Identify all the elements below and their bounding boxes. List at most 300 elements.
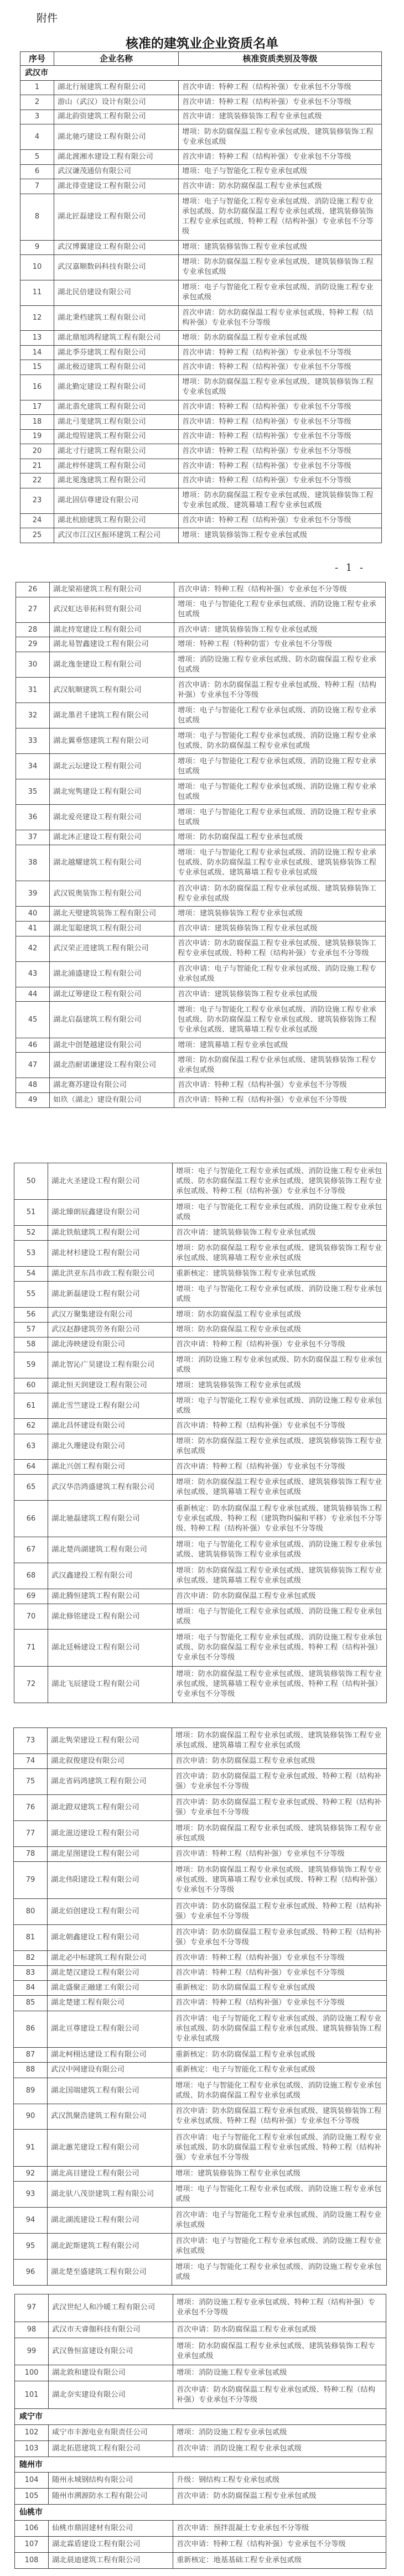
company-name: 湖北徘壹建设工程有限公司 [54, 179, 179, 194]
row-number: 14 [20, 345, 54, 360]
qualification: 首次申请：建筑装修装饰工程专业承包贰级 [174, 987, 386, 1002]
company-name: 湖北渡湘水建设工程有限公司 [54, 149, 179, 164]
row-number: 59 [14, 1352, 48, 1378]
qualification-table [14, 2294, 386, 2569]
company-name: 湖北腾恒建筑工程有限公司 [48, 1589, 173, 1604]
qualification: 增项：防水防腐保温工程专业承包贰级、建筑装修装饰工程专业承包贰级、建筑幕墙工程专业承包贰级、特种工程（结构补强）专业承包不分等级 [173, 1666, 387, 1703]
qualification: 增项：防水防腐保温工程专业承包贰级、建筑装修装饰工程专业承包贰级 [179, 124, 382, 150]
qualification: 增项：消防设施工程专业承包贰级、防水防腐保温工程专业承包贰级 [173, 1352, 387, 1378]
table-row [14, 1795, 387, 1821]
table-row [14, 1434, 387, 1460]
row-number: 37 [16, 830, 50, 845]
qualification: 首次申请：防水防腐保温工程专业承包贰级、特种工程（结构补强）专业承包不分等级 [172, 1924, 387, 1950]
row-number: 65 [14, 1475, 48, 1501]
table-row [14, 2048, 387, 2063]
company-name: 湖北梁裕建筑工程有限公司 [50, 582, 174, 597]
table-row [16, 907, 386, 922]
table-row [15, 2381, 386, 2409]
company-name: 武汉锐奥装饰工程有限公司 [50, 881, 174, 907]
table-row [16, 1053, 386, 1078]
company-name: 湖北云坛建设工程有限公司 [50, 754, 174, 779]
row-number: 16 [20, 374, 54, 400]
table-row [14, 1965, 387, 1980]
company-name: 武汉赵静建筑劳务有限公司 [48, 1322, 173, 1337]
company-name: 湖北涛映建设有限公司 [48, 1337, 173, 1352]
row-number: 24 [20, 513, 54, 528]
row-number: 23 [20, 488, 54, 513]
qualification: 增项：防水防腐保温工程专业承包贰级、建筑装修装饰工程专业承包贰级、建筑幕墙工程专业承包贰级 [173, 1563, 387, 1589]
qualification: 升级：钢结构工程专业承包贰级 [173, 2473, 386, 2489]
row-number: 40 [16, 907, 50, 922]
row-number: 7 [20, 179, 54, 194]
company-name: 湖北铁航建筑工程有限公司 [48, 1225, 173, 1240]
company-name: 湖北兴创工程有限公司 [48, 1460, 173, 1475]
qualification: 首次申请：特种工程（结构补强）专业承包不分等级 [179, 429, 382, 444]
company-name: 湖北翼垂悠建筑工程有限公司 [50, 728, 174, 754]
company-name: 湖北驰巧建设工程有限公司 [54, 124, 179, 150]
table-row [16, 961, 386, 987]
company-name: 湖北敦和建设有限公司 [49, 2365, 173, 2381]
table-row [20, 360, 382, 375]
company-name: 湖北民倍建设有限公司 [54, 280, 179, 305]
row-number: 20 [20, 444, 54, 459]
row-number: 3 [20, 110, 54, 124]
table-row [20, 473, 382, 488]
row-number: 11 [20, 280, 54, 305]
company-name: 湖北湖流建设工程有限公司 [48, 2208, 172, 2234]
table-row [20, 110, 382, 124]
table-row [14, 2063, 387, 2078]
company-name: 湖北冕逸建筑工程有限公司 [54, 473, 179, 488]
row-number: 102 [15, 2424, 49, 2440]
qualification: 首次申请：预拌混凝土专业承包不分等级 [173, 2521, 386, 2537]
qualification: 增项：防水防腐保温工程专业承包贰级 [179, 331, 382, 346]
row-number: 107 [15, 2537, 49, 2553]
company-name: 湖北雪竺建设工程有限公司 [48, 1393, 173, 1419]
table-row [14, 1419, 387, 1434]
section-city-label: 随州市 [15, 2457, 386, 2473]
qualification: 首次申请：特种工程（结构补强）专业承包不分等级 [179, 444, 382, 459]
company-name: 湖北柯栩达建设工程有限公司 [48, 2048, 172, 2063]
company-name: 湖北昌怀建设有限公司 [48, 1419, 173, 1434]
company-name: 湖北固信尊建设有限公司 [54, 488, 179, 513]
company-name: 武汉凯聚浩建筑工程有限公司 [48, 2104, 172, 2130]
row-number: 72 [14, 1666, 48, 1703]
company-name: 湖北启磊建筑工程有限公司 [50, 1002, 174, 1038]
table-page-5 [14, 2294, 386, 2569]
company-name: 湖北玺聪建筑工程有限公司 [50, 921, 174, 936]
row-number: 5 [20, 149, 54, 164]
company-name: 湖北高目建设工程有限公司 [48, 2166, 172, 2181]
company-name: 湖北奈实建设有限公司 [49, 2381, 173, 2409]
company-name: 湖北鼎旭鸿程建筑工程有限公司 [54, 331, 179, 346]
table-row [20, 513, 382, 528]
qualification: 增项：电子与智能化工程专业承包贰级、消防设施工程专业承包贰级 [172, 2182, 387, 2208]
table-row [16, 622, 386, 637]
table-page-4 [13, 1727, 387, 2286]
table-row [20, 400, 382, 415]
row-number: 49 [16, 1093, 50, 1108]
table-row [20, 488, 382, 513]
qualification: 首次申请：特种工程（结构补强）专业承包不分等级 [179, 80, 382, 95]
row-number: 94 [14, 2208, 48, 2234]
row-number: 10 [20, 255, 54, 280]
row-number: 22 [20, 473, 54, 488]
table-row [16, 678, 386, 703]
qualification: 首次申请：防水防腐保温工程专业承包贰级、特种工程（结构补强）专业承包不分等级 [172, 1898, 387, 1924]
qualification: 增项：电子与智能化工程专业承包贰级、消防设施工程专业承包贰级 [174, 703, 386, 728]
qualification: 增项：电子与智能化工程专业承包贰级、消防设施工程专业承包贰级、防水防腐保温工程专业承包贰级 [172, 2078, 387, 2104]
qualification: 重新核定：建筑装修装饰工程专业承包贰级 [173, 1266, 387, 1281]
qualification: 增项：电子与智能化工程专业承包贰级、消防设施工程专业承包贰级、建筑装修装饰工程专业承包贰级 [173, 1537, 387, 1563]
table-row [14, 2234, 387, 2260]
company-name: 武汉华浩鸿盛建筑工程有限公司 [48, 1475, 173, 1501]
table-row [14, 2208, 387, 2234]
qualification: 增项：电子与智能化工程专业承包贰级、消防设施工程专业承包贰级 [173, 1281, 387, 1307]
row-number: 57 [14, 1322, 48, 1337]
company-name: 湖北辽筹建设工程有限公司 [50, 987, 174, 1002]
qualification: 增项：消防设施工程专业承包贰级 [173, 2424, 386, 2440]
row-number: 42 [16, 936, 50, 961]
table-row [14, 1378, 387, 1393]
table-row [20, 194, 382, 240]
qualification: 增项：防水防腐保温工程专业承包贰级、建筑装修装饰工程专业承包贰级、建筑幕墙工程专业承包贰级 [173, 1241, 387, 1267]
company-name: 武汉世纪人和冷暖工程有限公司 [49, 2294, 173, 2322]
row-number: 82 [14, 1950, 48, 1965]
row-number: 70 [14, 1604, 48, 1630]
row-number: 66 [14, 1501, 48, 1537]
row-number: 96 [14, 2259, 48, 2285]
table-row [16, 652, 386, 678]
qualification: 增项：防水防腐保温工程专业承包贰级、建筑装修装饰工程专业承包贰级、建筑幕墙工程专业承包贰级 [173, 1475, 387, 1501]
qualification: 增项：防水防腐保温工程专业承包贰级、建筑装修装饰工程专业承包贰级、建筑幕墙工程专业承包贰级 [172, 1728, 387, 1754]
row-number: 52 [14, 1225, 48, 1240]
qualification: 首次申请：特种工程（结构补强）专业承包不分等级 [174, 1093, 386, 1108]
qualification: 增项：电子与智能化工程专业承包贰级、消防设施工程专业承包贰级、防水防腐保温工程专业承包贰级、特种工程（结构补强）专业承包不分等级 [173, 1630, 387, 1666]
table-row [20, 305, 382, 331]
company-name: 湖北必中标建筑工程有限公司 [48, 1950, 172, 1965]
company-name: 湖北拓恩建筑工程有限公司 [49, 2440, 173, 2457]
qualification: 增项：电子与智能化工程专业承包贰级、消防设施工程专业承包贰级、防水防腐保温工程专业承包贰级、建筑装修装饰工程专业承包贰级、特种工程（结构补强）专业承包不分等级 [173, 1163, 387, 1200]
company-name: 武汉博翼建设工程有限公司 [54, 240, 179, 255]
company-name: 湖北晨迪建筑工程有限公司 [49, 2552, 173, 2568]
row-number: 15 [20, 360, 54, 375]
section-city-label: 仙桃市 [15, 2505, 386, 2521]
row-number: 36 [16, 805, 50, 830]
row-number: 17 [20, 400, 54, 415]
company-name: 湖北廷畅建设工程有限公司 [48, 1630, 173, 1666]
company-name: 湖北隽荣建设工程有限公司 [48, 1728, 172, 1754]
row-number: 38 [16, 845, 50, 881]
table-row [14, 1266, 387, 1281]
qualification: 首次申请：特种工程（结构补强）专业承包不分等级 [179, 400, 382, 415]
row-number: 81 [14, 1924, 48, 1950]
table-row [14, 2078, 387, 2104]
row-number: 97 [15, 2294, 49, 2322]
row-number: 51 [14, 1200, 48, 1226]
qualification: 增项：防水防腐保温工程专业承包贰级、建筑装修装饰工程专业承包贰级 [173, 2338, 386, 2365]
row-number: 18 [20, 415, 54, 430]
qualification: 首次申请：防水防腐保温工程专业承包贰级 [179, 179, 382, 194]
qualification: 增项：建筑装修装饰工程专业承包贰级 [174, 907, 386, 922]
qualification: 重新核定：防水防腐保温工程专业承包贰级 [172, 1981, 387, 1996]
qualification: 首次申请：防水防腐保温工程专业承包贰级 [173, 1589, 387, 1604]
company-name: 武汉航顺建筑工程有限公司 [50, 678, 174, 703]
table-row [20, 429, 382, 444]
qualification: 首次申请：特种工程（结构补强）专业承包不分等级 [179, 513, 382, 528]
section-row [15, 2408, 386, 2424]
company-name: 湖北越耀建筑工程有限公司 [50, 845, 174, 881]
company-name: 湖北久珊建设有限公司 [48, 1434, 173, 1460]
table-row [20, 124, 382, 150]
table-row [16, 728, 386, 754]
row-number: 90 [14, 2104, 48, 2130]
qualification: 增项：电子与智能化工程专业承包贰级、消防设施工程专业承包贰级 [174, 597, 386, 622]
row-number: 54 [14, 1266, 48, 1281]
header-company-name: 企业名称 [54, 52, 179, 66]
table-row [14, 1537, 387, 1563]
row-number: 2 [20, 95, 54, 110]
row-number: 34 [16, 754, 50, 779]
company-name: 湖北伟阳建设工程有限公司 [48, 1862, 172, 1899]
header-qualification: 核准资质类别及等级 [179, 52, 382, 66]
qualification: 首次申请：特种工程（结构补强）专业承包不分等级 [173, 2537, 386, 2553]
qualification: 首次申请：特种工程（结构补强）专业承包不分等级 [174, 1078, 386, 1093]
qualification: 首次申请：防水防腐保温工程专业承包贰级、建筑装修装饰工程专业承包贰级、特种工程（结构补强）专业承包不分等级 [174, 936, 386, 961]
table-row [15, 2473, 386, 2489]
qualification: 增项：防水防腐保温工程专业承包贰级、建筑装修装饰工程专业承包贰级、建筑幕墙工程专业承包贰级 [179, 488, 382, 513]
row-number: 105 [15, 2489, 49, 2505]
table-row [14, 1281, 387, 1307]
table-row [15, 2294, 386, 2322]
table-row [15, 2537, 386, 2553]
table-row [15, 2521, 386, 2537]
row-number: 21 [20, 459, 54, 473]
table-row [20, 149, 382, 164]
qualification: 首次申请：特种工程（结构补强）专业承包不分等级 [172, 1965, 387, 1980]
company-name: 游山（武汉）设计有限公司 [54, 95, 179, 110]
table-row [14, 1753, 387, 1768]
row-number: 43 [16, 961, 50, 987]
company-name: 湖北宛隽建设工程有限公司 [50, 779, 174, 805]
row-number: 76 [14, 1795, 48, 1821]
qualification: 首次申请：防水防腐保温工程专业承包贰级、特种工程（结构补强）专业承包不分等级 [174, 678, 386, 703]
company-name: 湖北滋迈建设工程有限公司 [48, 1820, 172, 1846]
qualification: 首次申请：防水防腐保温工程专业承包贰级 [173, 2489, 386, 2505]
table-row [14, 1862, 387, 1899]
company-name: 湖北驰磊建筑工程有限公司 [48, 1501, 173, 1537]
qualification: 增项：电子与智能化工程专业承包贰级、消防设施工程专业承包贰级 [173, 1604, 387, 1630]
table-row [16, 637, 386, 652]
table-row [15, 2322, 386, 2338]
row-number: 71 [14, 1630, 48, 1666]
qualification: 首次申请：特种工程（结构补强）专业承包不分等级 [172, 1846, 387, 1861]
table-row [16, 936, 386, 961]
company-name: 武汉万聚集建设有限公司 [48, 1307, 173, 1322]
page-number: - 1 - [335, 562, 366, 574]
row-number: 29 [16, 637, 50, 652]
company-name: 湖北翡允建筑工程有限公司 [54, 400, 179, 415]
company-name: 湖北寸行建筑工程有限公司 [54, 444, 179, 459]
row-number: 69 [14, 1589, 48, 1604]
company-name: 咸宁市丰源电业有限责任公司 [49, 2424, 173, 2440]
qualification: 增项：电子与智能化工程专业承包贰级、消防设施工程专业承包贰级、防水防腐保温工程专业承包贰级 [174, 728, 386, 754]
qualification: 首次申请：特种工程（结构补强）专业承包不分等级 [173, 1419, 387, 1434]
company-name: 武汉鲁恒富建设有限公司 [49, 2338, 173, 2365]
row-number: 28 [16, 622, 50, 637]
qualification: 首次申请：建筑装修装饰工程专业承包贰级 [174, 622, 386, 637]
company-name: 湖北省码鸿建筑工程有限公司 [48, 1769, 172, 1795]
row-number: 84 [14, 1981, 48, 1996]
company-name: 湖北亘尊建设工程有限公司 [48, 2011, 172, 2048]
row-number: 8 [20, 194, 54, 240]
table-row [14, 1924, 387, 1950]
row-number: 31 [16, 678, 50, 703]
company-name: 湖北杭励建筑工程有限公司 [54, 513, 179, 528]
page-title: 核准的建筑业企业资质名单 [126, 36, 278, 51]
table-row [16, 597, 386, 622]
row-number: 79 [14, 1862, 48, 1899]
row-number: 44 [16, 987, 50, 1002]
qualification: 增项：防水防腐保温工程专业承包贰级 [173, 1322, 387, 1337]
company-name: 武汉嘉顺数码科技有限公司 [54, 255, 179, 280]
qualification: 首次申请：特种工程（结构补强）专业承包不分等级 [179, 95, 382, 110]
table-row [16, 845, 386, 881]
qualification: 首次申请：防水防腐保温工程专业承包贰级 [173, 2322, 386, 2338]
company-name: 湖北跎斯建筑工程有限公司 [48, 2234, 172, 2260]
qualification: 增项：电子与智能化工程专业承包贰级、消防设施工程专业承包贰级、防水防腐保温工程专业承包贰级、建筑装修装饰工程专业承包贰级、特种工程（结构补强）专业承包不分等级 [179, 194, 382, 240]
row-number: 48 [16, 1078, 50, 1093]
qualification: 增项：防水防腐保温工程专业承包贰级、建筑装修装饰工程专业承包贰级 [174, 1053, 386, 1078]
qualification: 增项：防水防腐保温工程专业承包贰级、建筑装修装饰工程专业承包贰级 [179, 374, 382, 400]
table-row [16, 881, 386, 907]
table-row [14, 2011, 387, 2048]
table-row [15, 2552, 386, 2568]
company-name: 湖北行展建筑工程有限公司 [54, 80, 179, 95]
table-row [15, 2489, 386, 2505]
qualification: 增项：电子与智能化工程专业承包贰级、消防设施工程专业承包贰级 [174, 754, 386, 779]
qualification: 首次申请：特种工程（结构补强）专业承包不分等级 [173, 1460, 387, 1475]
company-name: 湖北浦盛建设工程有限公司 [50, 961, 174, 987]
qualification: 首次申请：特种工程（结构补强）专业承包不分等级 [179, 149, 382, 164]
company-name: 湖北季芬建筑工程有限公司 [54, 345, 179, 360]
qualification: 首次申请：特种工程（结构补强）专业承包不分等级 [179, 345, 382, 360]
qualification: 首次申请：电子与智能化工程专业承包贰级、消防设施工程专业承包贰级、防水防腐保温工程专业承包贰级、特种工程（结构补强）专业承包不分等级 [172, 2130, 387, 2167]
table-row [14, 1563, 387, 1589]
qualification: 重新核定：防水防腐保温工程专业承包贰级、建筑装修装饰工程专业承包贰级、特种工程（建筑物纠偏和平移）专业承包不分等级、特种工程（结构补强）专业承包不分等级 [173, 1501, 387, 1537]
qualification: 首次申请：防水防腐保温工程专业承包贰级、特种工程（结构补强）专业承包不分等级 [173, 2381, 386, 2409]
row-number: 77 [14, 1820, 48, 1846]
table-row [16, 805, 386, 830]
company-name: 武汉市江汉区振环建筑工程公司 [54, 528, 179, 543]
row-number: 73 [14, 1728, 48, 1754]
qualification: 增项：电子与智能化工程专业承包贰级、消防设施工程专业承包贰级 [174, 805, 386, 830]
company-name: 湖北飞辰建设工程有限公司 [48, 1666, 173, 1703]
table-row [20, 240, 382, 255]
qualification: 首次申请：特种工程（结构补强）专业承包不分等级 [179, 473, 382, 488]
company-name: 湖北楚建工程有限公司 [48, 1996, 172, 2011]
section-row [15, 2505, 386, 2521]
qualification: 重新核定：地基基础工程专业承包贰级 [173, 2552, 386, 2568]
company-name: 湖北天璧建筑装饰工程有限公司 [50, 907, 174, 922]
company-name: 湖北智沁广昊建设工程有限公司 [48, 1352, 173, 1378]
table-row [20, 459, 382, 473]
table-row [20, 374, 382, 400]
qualification: 增项：电子与智能化工程专业承包贰级、消防设施工程专业承包贰级 [172, 2259, 387, 2285]
qualification: 首次申请：特种工程（结构补强）专业承包不分等级 [172, 1950, 387, 1965]
table-row [16, 830, 386, 845]
table-row [14, 1501, 387, 1537]
row-number: 87 [14, 2048, 48, 2063]
table-row [14, 1337, 387, 1352]
table-row [14, 1589, 387, 1604]
table-row [14, 1769, 387, 1795]
qualification: 增项：防水防腐保温工程专业承包贰级、建筑装修装饰工程专业承包贰级、建筑幕墙工程专业承包贰级、特种工程（结构补强）专业承包不分等级 [172, 1862, 387, 1899]
qualification: 增项：电子与智能化工程专业承包贰级、消防设施工程专业承包贰级 [179, 280, 382, 305]
row-number: 100 [15, 2365, 49, 2381]
table-row [20, 345, 382, 360]
table-row [16, 1093, 386, 1108]
company-name: 湖北赛苏建设有限公司 [50, 1078, 174, 1093]
table-row [14, 1728, 387, 1754]
company-name: 如玖（湖北）建设有限公司 [50, 1093, 174, 1108]
company-name: 湖北韵资建筑工程有限公司 [54, 110, 179, 124]
qualification: 首次申请：防水防腐保温工程专业承包贰级、特种工程（结构补强）专业承包不分等级 [179, 305, 382, 331]
qualification: 增项：建筑装修装饰工程专业承包贰级 [179, 240, 382, 255]
company-name: 湖北楚汉建设工程有限公司 [48, 1965, 172, 1980]
qualification-table [14, 1163, 387, 1703]
table-row [14, 2104, 387, 2130]
table-row [20, 331, 382, 346]
qualification: 增项：电子与智能化工程专业承包贰级 [179, 164, 382, 179]
row-number: 35 [16, 779, 50, 805]
table-row [14, 1163, 387, 1200]
row-number: 63 [14, 1434, 48, 1460]
company-name: 仙桃市鼎固建材有限公司 [49, 2521, 173, 2537]
qualification: 首次申请：电子与智能化工程专业承包贰级、消防设施工程专业承包贰级 [174, 961, 386, 987]
company-name: 湖北驮八茂崇建筑工程有限公司 [48, 2182, 172, 2208]
row-number: 47 [16, 1053, 50, 1078]
row-number: 95 [14, 2234, 48, 2260]
qualification: 增项：建筑装修装饰工程专业承包贰级 [179, 528, 382, 543]
table-row [14, 2166, 387, 2181]
table-row [15, 2440, 386, 2457]
qualification: 首次申请：建筑装修装饰工程专业承包贰级 [173, 1225, 387, 1240]
row-number: 41 [16, 921, 50, 936]
table-row [20, 164, 382, 179]
qualification: 增项：电子与智能化工程专业承包贰级、消防设施工程专业承包贰级、防水防腐保温工程专业承包贰级、建筑装修装饰工程专业承包贰级、建筑幕墙工程专业承包贰级 [174, 1002, 386, 1038]
table-row [14, 2130, 387, 2167]
company-name: 湖北梓怀建筑工程有限公司 [54, 459, 179, 473]
company-name: 湖北易智鑫建设工程有限公司 [50, 637, 174, 652]
table-row [14, 1981, 387, 1996]
table-page-1 [20, 51, 382, 543]
table-row [15, 2365, 386, 2381]
company-name: 湖北极迈建筑工程有限公司 [54, 360, 179, 375]
qualification: 首次申请：特种工程（结构补强）专业承包不分等级 [174, 582, 386, 597]
row-number: 101 [15, 2381, 49, 2409]
table-row [14, 1666, 387, 1703]
company-name: 武汉鑫建投工程有限公司 [48, 1563, 173, 1589]
row-number: 68 [14, 1563, 48, 1589]
row-number: 104 [15, 2473, 49, 2489]
section-city-label: 武汉市 [20, 66, 382, 81]
table-row [14, 1352, 387, 1378]
qualification-table [20, 51, 382, 543]
row-number: 98 [15, 2322, 49, 2338]
table-page-2 [15, 582, 386, 1108]
qualification: 首次申请：防水防腐保温工程专业承包贰级、特种工程（结构补强）专业承包不分等级 [172, 1769, 387, 1795]
